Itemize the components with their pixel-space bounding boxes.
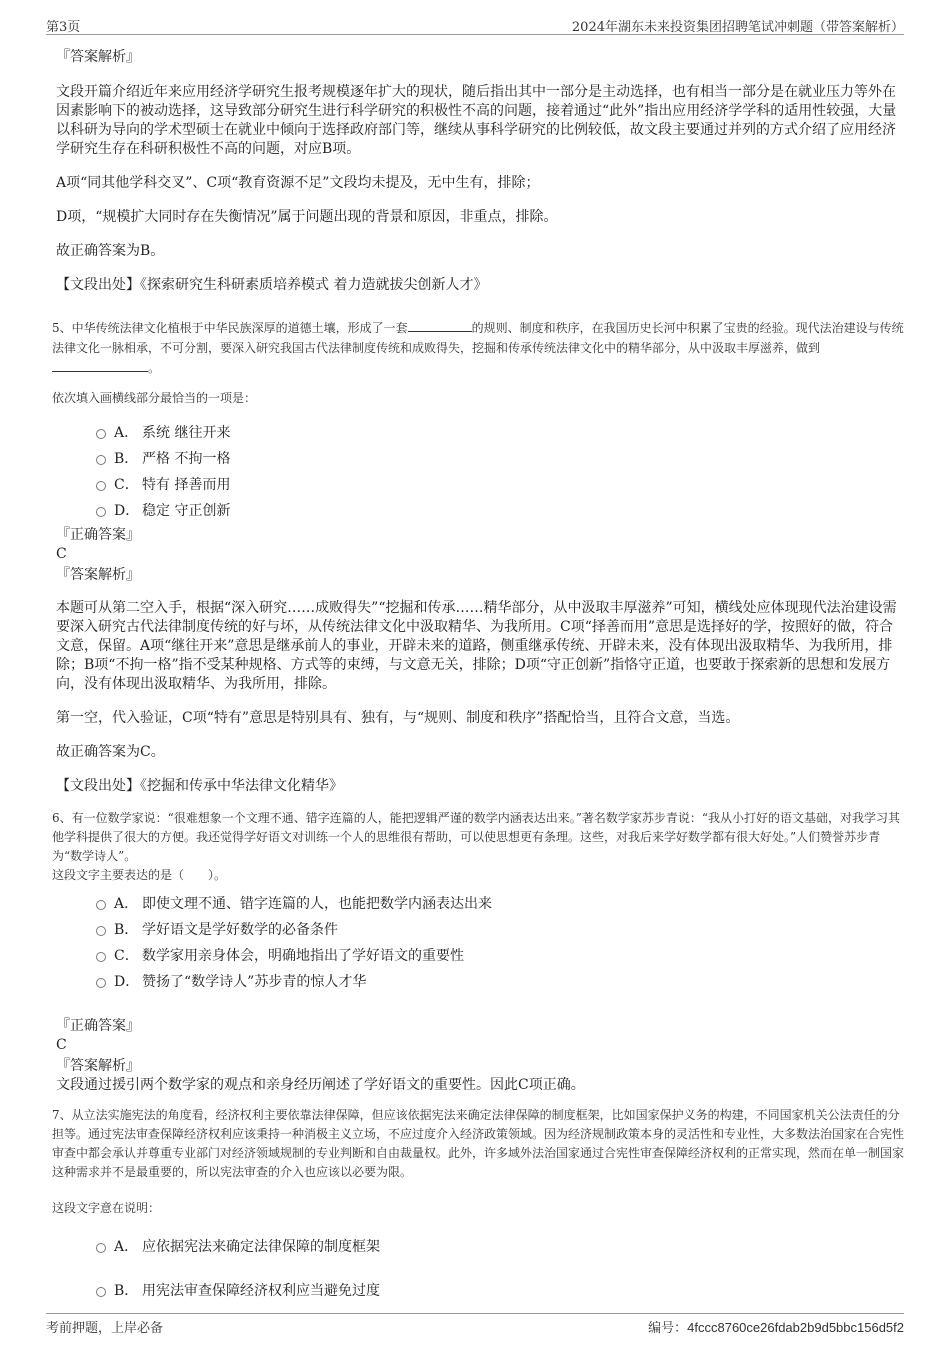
q4-analysis-para-4: 故正确答案为B。 [56, 243, 165, 259]
page-number: 第3页 [46, 20, 81, 35]
q5-options [56, 420, 904, 524]
q5-correct-label: 『正确答案』 [56, 527, 140, 543]
radio-icon[interactable] [96, 978, 106, 988]
radio-icon[interactable] [96, 952, 106, 962]
q6-option-b[interactable]: B． 学好语文是学好数学的必备条件 [56, 917, 904, 943]
q5-blank-2 [52, 359, 148, 372]
q5-analysis-label: 『答案解析』 [56, 567, 140, 583]
q5-option-b[interactable]: B． 严格 不拘一格 [56, 446, 904, 472]
q5-analysis-para-1: 本题可从第二空入手，根据“深入研究……成败得失”“挖掘和传承……精华部分，从中汲取丰厚滋养”可知，横线处应体现现代法治建设需要深入研究古代法律制度传统的好与坏，从传统法律文化中汲取精华、为我所用。C项“择善而用”意思是选择好的学，按照好的做，符合文意，保留。A项“继往开来”意思是继承前人的事业，开辟未来的道路，侧重继承传统、开辟未来，没有体现出汲取精华、为我所用，排除；B项“不拘一格”指不受某种规格、方式等的束缚，与文意无关，排除；D项“守正创新”指恪守正道，也要敢于探索新的思想和发展方向，没有体现出汲取精华、为我所用，排除。 [56, 600, 897, 692]
q6-options [56, 891, 904, 995]
q6-option-a[interactable]: A． 即使文理不通、错字连篇的人，也能把数学内涵表达出来 [56, 891, 904, 917]
q5-option-c[interactable]: C． 特有 择善而用 [56, 472, 904, 498]
q7-stem: 7、从立法实施宪法的角度看，经济权利主要依靠法律保障，但应该依据宪法来确定法律保障的制度框架，比如国家保护义务的构建，不同国家机关公法责任的分担等。通过宪法审查保障经济权利应该秉持一种消极主义立场，不应过度介入经济政策领域。因为经济规制政策本身的灵活性和专业性，大多数法治国家在合宪性审查中都会承认并尊重专业部门对经济领域规制的专业判断和自由裁量权。此外，许多域外法治国家通过合宪性审查保障经济权利的正常实现，然而在单一制国家这种需求并不是最重要的，所以宪法审查的介入也应该以必要为限。 [52, 1108, 905, 1179]
document-code: 编号：4fccc8760ce26fdab2b9d5bbc156d5f2 [648, 1320, 904, 1336]
radio-icon[interactable] [96, 507, 106, 517]
q6-option-d[interactable]: D． 赞扬了“数学诗人”苏步青的惊人才华 [56, 969, 904, 995]
page-header [46, 14, 904, 35]
q5-stem: 5、中华传统法律文化植根于中华民族深厚的道德土壤，形成了一套 的规则、制度和秩序，在我国历史长河中积累了宝贵的经验。现代法治建设与传统法律文化一脉相承，不可分割，要深入研究我国古代法律制度传统和成败得失，挖掘和传承传统法律文化中的精华部分，从中汲取丰厚滋养，做到。 [52, 321, 904, 375]
q7-option-b[interactable]: B． 用宪法审查保障经济权利应当避免过度 [56, 1278, 904, 1304]
q6-analysis: 文段通过援引两个数学家的观点和亲身经历阐述了学好语文的重要性。因此C项正确。 [56, 1077, 585, 1093]
radio-icon[interactable] [96, 455, 106, 465]
q6-analysis-label: 『答案解析』 [56, 1058, 140, 1074]
q5-source: 【文段出处】《挖掘和传承中华法律文化精华》 [56, 778, 343, 794]
q4-analysis-para-3: D项，“规模扩大同时存在失衡情况”属于问题出现的背景和原因，非重点，排除。 [56, 209, 558, 225]
q7-option-a[interactable]: A． 应依据宪法来确定法律保障的制度框架 [56, 1234, 904, 1260]
q4-source: 【文段出处】《探索研究生科研素质培养模式 着力造就拔尖创新人才》 [56, 277, 488, 293]
q6-stem: 6、有一位数学家说：“很难想象一个文理不通、错字连篇的人，能把逻辑严谨的数学内涵表达出来。”著名数学家苏步青说：“我从小打好的语文基础，对我学习其他学科提供了很大的方便。我还觉得学好语文对训练一个人的思维很有帮助，可以使思想更有条理。这些，对我后来学好数学都有很大好处。”人们赞誉苏步青为“数学诗人”。 [52, 811, 901, 863]
document-title: 2024年湖东未来投资集团招聘笔试冲刺题（带答案解析） [571, 20, 904, 35]
q5-option-a[interactable]: A． 系统 继往开来 [56, 420, 904, 446]
q6-correct-label: 『正确答案』 [56, 1018, 140, 1034]
q7-options [56, 1234, 904, 1304]
footer-slogan: 考前押题，上岸必备 [46, 1321, 164, 1336]
q5-prompt: 依次填入画横线部分最恰当的一项是： [52, 391, 257, 405]
radio-icon[interactable] [96, 481, 106, 491]
q4-analysis-para-1: 文段开篇介绍近年来应用经济学研究生报考规模逐年扩大的现状，随后指出其中一部分是主动选择，也有相当一部分是在就业压力等外在因素影响下的被动选择，这导致部分研究生进行科学研究的积极性不高的问题，接着通过“此外”指出应用经济学学科的适用性较强，大量以科研为导向的学术型硕士在就业中倾向于选择政府部门等，继续从事科学研究的比例较低，故文段主要通过并列的方式介绍了应用经济学研究生存在科研积极性不高的问题，对应B项。 [56, 84, 897, 157]
q7-prompt: 这段文字意在说明： [52, 1201, 161, 1215]
radio-icon[interactable] [96, 900, 106, 910]
q5-correct-answer: C [56, 546, 67, 562]
radio-icon[interactable] [96, 1243, 106, 1253]
q6-prompt: 这段文字主要表达的是（ ）。 [52, 868, 227, 882]
page-footer [46, 1313, 904, 1334]
q5-analysis-para-2: 第一空，代入验证，C项“特有”意思是特别具有、独有，与“规则、制度和秩序”搭配恰当，且符合文意，当选。 [56, 710, 740, 726]
q5-blank-1 [408, 319, 472, 332]
q4-analysis-para-2: A项“同其他学科交叉”、C项“教育资源不足”文段均未提及，无中生有，排除； [56, 175, 540, 191]
q6-option-c[interactable]: C． 数学家用亲身体会，明确地指出了学好语文的重要性 [56, 943, 904, 969]
q6-correct-answer: C [56, 1037, 67, 1053]
q4-analysis-label: 『答案解析』 [56, 49, 140, 65]
radio-icon[interactable] [96, 1287, 106, 1297]
q5-option-d[interactable]: D． 稳定 守正创新 [56, 498, 904, 524]
q5-analysis-para-3: 故正确答案为C。 [56, 744, 165, 760]
radio-icon[interactable] [96, 429, 106, 439]
radio-icon[interactable] [96, 926, 106, 936]
document-body [52, 44, 905, 1304]
